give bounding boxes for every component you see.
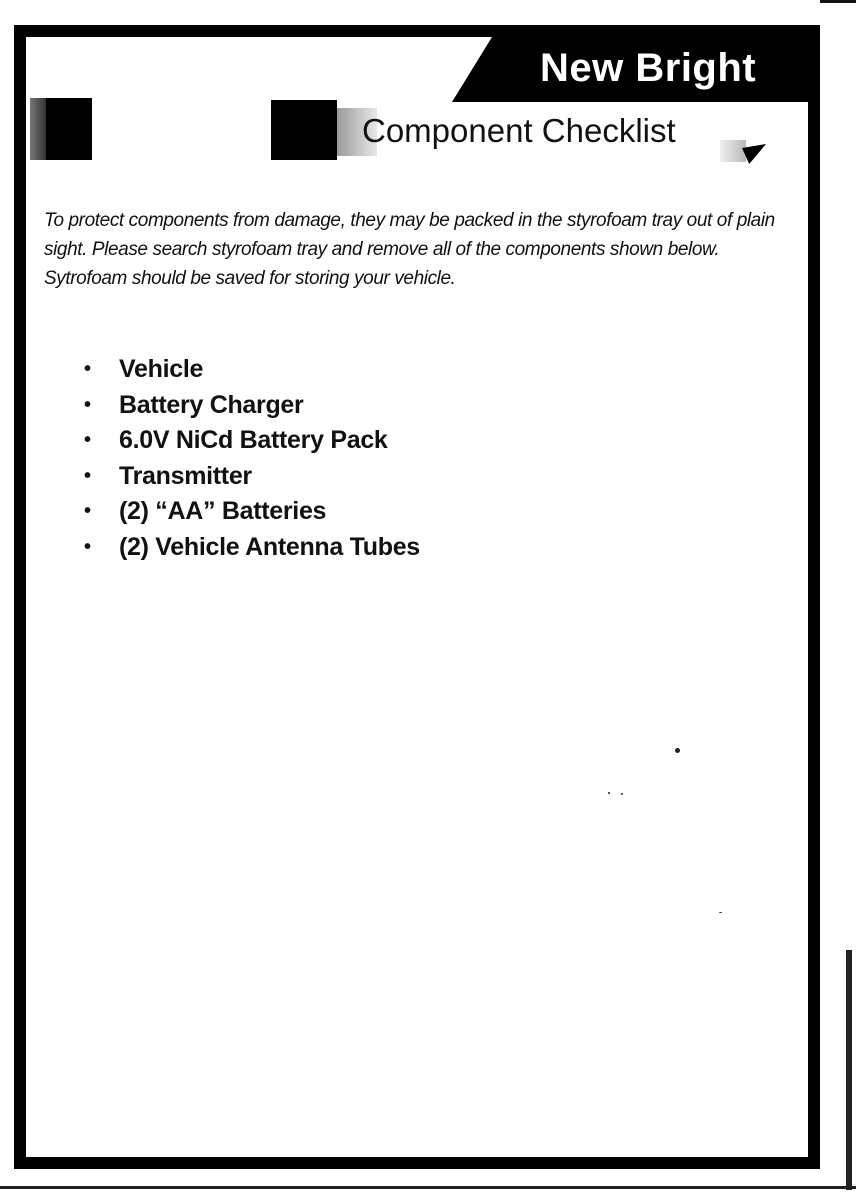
top-edge-rule bbox=[820, 0, 856, 3]
bottom-edge-rule bbox=[0, 1186, 856, 1189]
bullet-icon: • bbox=[84, 464, 91, 487]
component-checklist bbox=[80, 352, 420, 565]
list-item-label: Vehicle bbox=[119, 355, 204, 384]
scan-speck bbox=[608, 792, 610, 794]
brand-logo-text: New Bright bbox=[540, 46, 757, 90]
list-item bbox=[80, 423, 420, 459]
list-item-label: Transmitter bbox=[119, 461, 252, 490]
title-decor-fade-right bbox=[720, 140, 746, 162]
intro-paragraph: To protect components from damage, they may be packed in the styrofoam tray out of plain sight. Please search styrofoam tray and remove all of the components shown below. Sytrofoam should be saved for storing your vehicle. bbox=[44, 210, 775, 289]
right-edge-mark bbox=[846, 950, 852, 1190]
section-title: Component Checklist bbox=[362, 112, 676, 149]
list-item bbox=[80, 494, 420, 530]
scan-speck bbox=[719, 912, 722, 913]
list-item-label: (2) “AA” Batteries bbox=[119, 497, 327, 526]
left-decor-shade bbox=[30, 98, 46, 160]
page-frame bbox=[14, 25, 820, 1169]
list-item bbox=[80, 388, 420, 424]
list-item-label: (2) Vehicle Antenna Tubes bbox=[119, 532, 420, 561]
list-item bbox=[80, 530, 420, 566]
scan-speck bbox=[675, 748, 680, 753]
list-item bbox=[80, 352, 420, 388]
list-item-label: Battery Charger bbox=[119, 390, 304, 419]
list-item-label: 6.0V NiCd Battery Pack bbox=[119, 426, 388, 455]
list-item bbox=[80, 459, 420, 495]
bullet-icon: • bbox=[84, 500, 91, 523]
title-decor-block bbox=[271, 100, 337, 160]
scan-speck bbox=[621, 793, 623, 795]
bullet-icon: • bbox=[84, 358, 91, 381]
bullet-icon: • bbox=[84, 535, 91, 558]
bullet-icon: • bbox=[84, 429, 91, 452]
bullet-icon: • bbox=[84, 393, 91, 416]
